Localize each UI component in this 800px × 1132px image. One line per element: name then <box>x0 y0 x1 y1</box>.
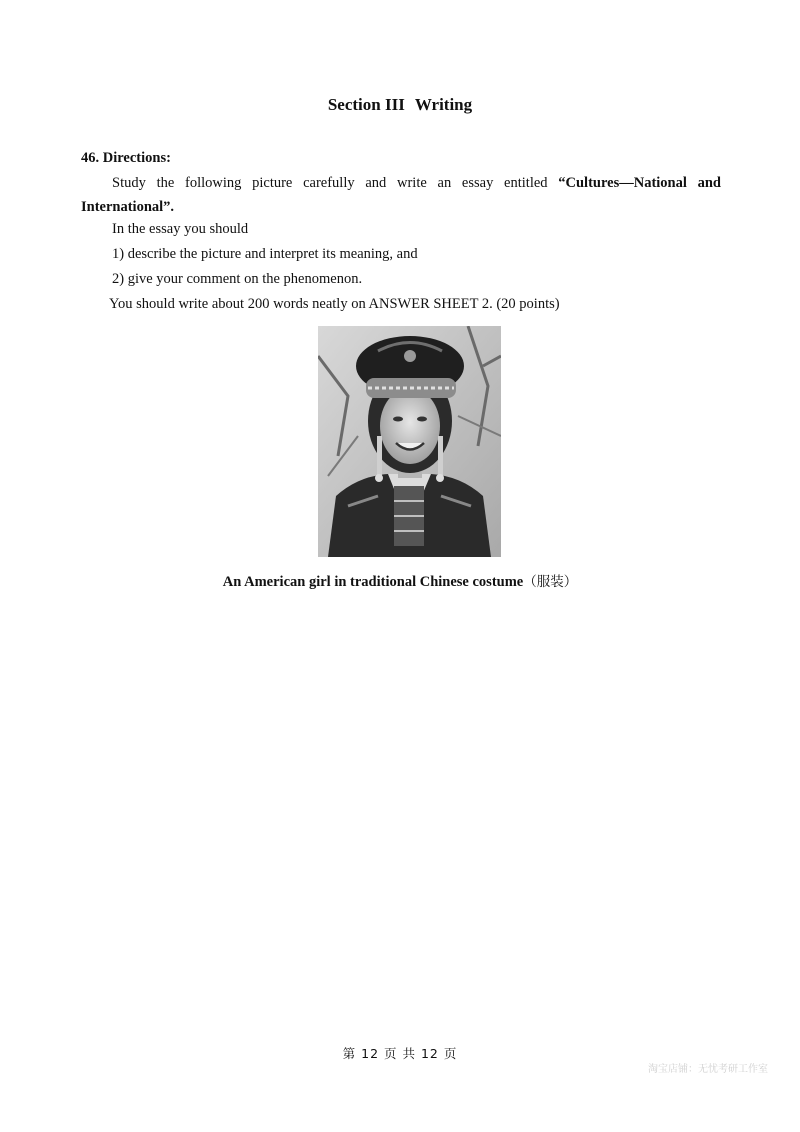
caption-note: （服装） <box>523 574 578 590</box>
section-name: Writing <box>414 95 473 114</box>
task-item-1: 1) describe the picture and interpret its meaning, and <box>112 246 418 262</box>
question-label: 46. Directions: <box>81 150 171 166</box>
essay-should-line: In the essay you should <box>112 221 249 237</box>
task-item-2: 2) give your comment on the phenomenon. <box>112 271 363 287</box>
word-requirement: You should write about 200 words neatly on ANSWER SHEET 2. (20 points) <box>109 296 560 312</box>
directions-paragraph <box>81 171 721 219</box>
page-footer: 第 12 页 共 12 页 <box>342 1046 458 1061</box>
watermark: 淘宝店铺：无忧考研工作室 <box>648 1064 768 1075</box>
girl-in-costume-photo <box>318 326 501 557</box>
essay-title: “Cultures—National and International”. <box>81 175 721 215</box>
caption-text: An American girl in traditional Chinese costume <box>222 574 524 590</box>
directions-intro: Study the following picture carefully and write an essay entitled <box>112 175 559 191</box>
section-number: Section III <box>327 95 405 114</box>
figure-caption <box>0 570 800 591</box>
section-title <box>0 95 800 115</box>
